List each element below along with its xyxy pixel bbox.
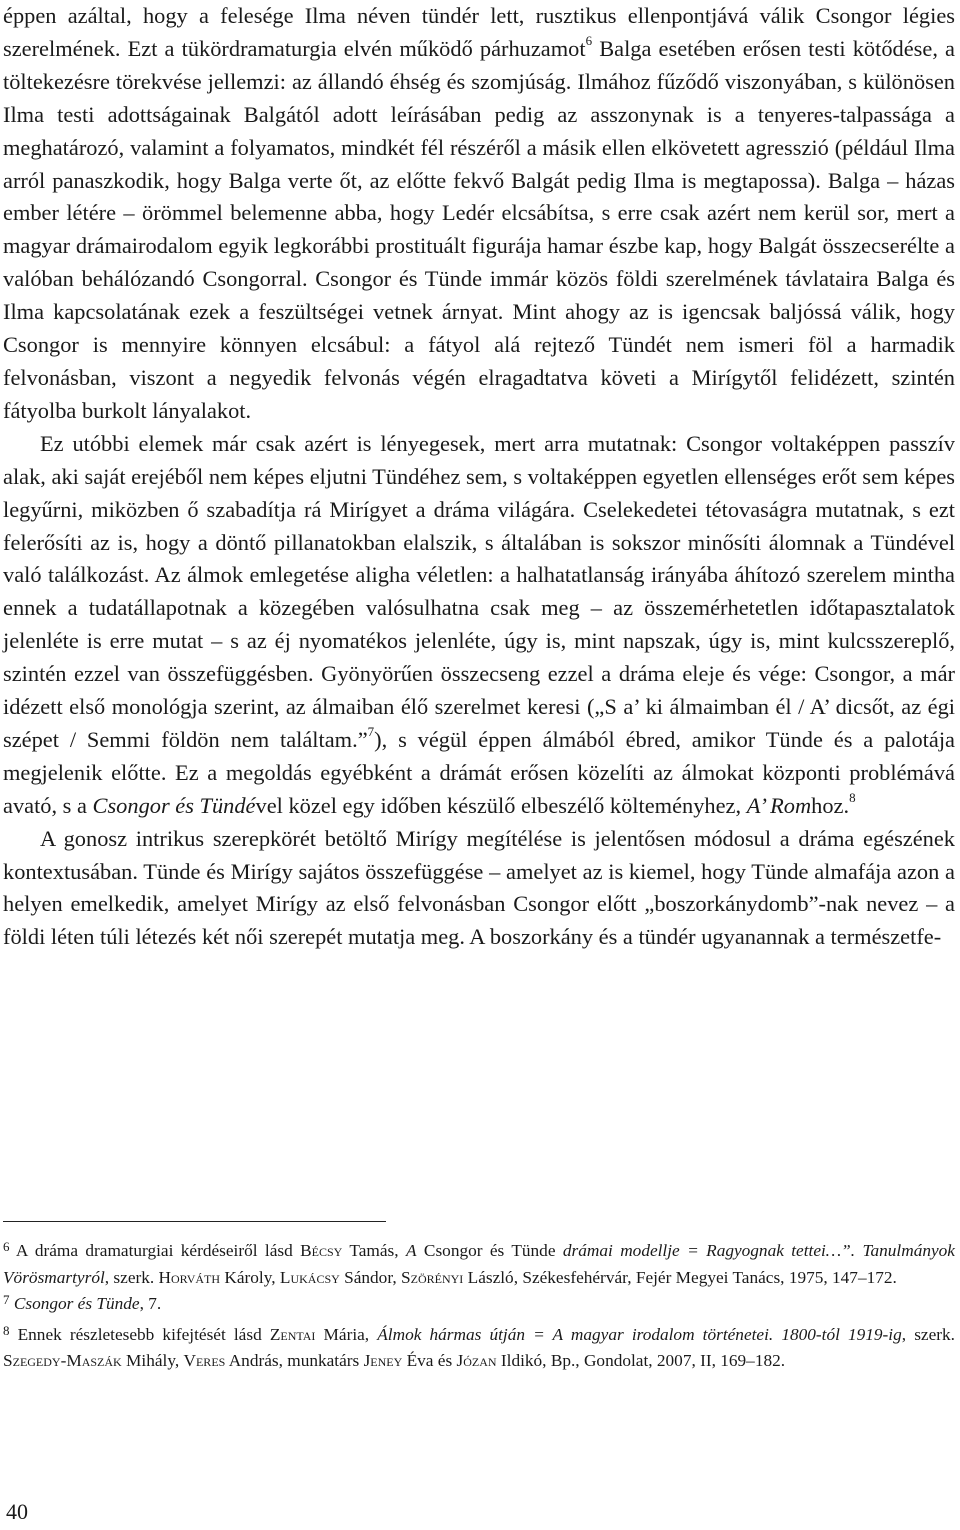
footnote-6-text: Tamás, [342,1241,406,1260]
paragraph-2-text-c: vel közel egy időben készülő elbeszélő költeményhez, [255,792,747,818]
footnote-8-text: András, munkatárs [225,1351,364,1370]
paragraph-2-text-b: ), s végül éppen álmából ébred, amikor Tünde és a palotája megjelenik előtte. Ez a megoldás egyébként a drámát erősen közelíti az álmokat központi problémává avató, s a [3,726,955,818]
footnote-6-text: Károly, [220,1267,280,1287]
italic-title-csongor: Csongor és Tündé [92,792,256,818]
footnote-8-text: , szerk. [901,1324,955,1344]
page [3,0,955,954]
author-becsy: Bécsy [300,1241,343,1260]
footnote-6-text: Csongor és Tünde [416,1241,563,1260]
footnote-6-text: , szerk. [104,1267,159,1287]
author-jeney: Jeney [363,1351,403,1370]
footnote-6 [3,1238,955,1291]
footnote-ref-7[interactable]: 7 [367,723,375,739]
footnote-ref-8[interactable]: 8 [849,789,856,805]
paragraph-1-text-a: éppen azáltal, hogy a felesége Ilma néven tündér lett, rusztikus ellenpontjává válik Csongor légies szerelmének. Ezt a tükördramaturgia elvén működő párhuzamot [3,3,955,61]
paragraph-1 [3,0,955,428]
author-veres: Veres [183,1351,226,1370]
author-szorenyi: Szörényi [401,1267,464,1287]
footnote-ref-6[interactable]: 6 [585,32,593,48]
footnote-6-text: László, Székesfehérvár, Fejér Megyei Tanács, 1975, 147–172. [463,1267,897,1287]
paragraph-3: A gonosz intrikus szerepkörét betöltő Mirígy megítélése is jelentősen módosul a dráma egészének kontextusában. Tünde és Mirígy sajátos összefüggése – amelyet az is kiemel, hogy Tünde almafája azon a helyen emelkedik, amelyet Mirígy az első felvonásban Csongor előtt „boszorkánydomb”-nak nevez – a földi léten túli létezés két női szerepét mutatja meg. A boszorkány és a tündér ugyanannak a természetfe- [3,825,955,950]
footnote-8-number: 8 [3,1322,10,1338]
footnote-7-text: , 7. [139,1294,162,1313]
footnote-6-text: A dráma dramaturgiai kérdéseiről lásd [9,1241,301,1260]
author-szegedy-maszak: Szegedy-Maszák [3,1351,122,1370]
page-number: 40 [6,1499,28,1524]
footnote-6-text: Sándor, [339,1267,402,1287]
footnote-8 [3,1322,955,1375]
author-horvath: Horváth [158,1267,221,1287]
footnote-8-text: Éva és [402,1351,457,1370]
italic-title-rom: A’ Rom [746,792,812,818]
author-zentai: Zentai [269,1324,316,1344]
footnote-7-number: 7 [3,1292,10,1307]
footnote-6-italic: A [405,1241,417,1260]
footnote-8-text: Mária, [315,1324,378,1344]
footnote-6-italic-title: drámai modellje = Ragyognak tettei…”. Tanulmányok Vörösmartyról [3,1241,955,1287]
author-lukacsy: Lukácsy [279,1267,340,1287]
footnote-8-text: Ildikó, Bp., Gondolat, 2007, II, 169–182. [496,1351,786,1370]
paragraph-2-text-d: hoz. [811,792,850,818]
paragraph-1-text-b: Balga esetében erősen testi kötődése, a töltekezésre törekvése jellemzi: az állandó éhség és szomjúság. Ilmához fűződő viszonyában, s különösen Ilma testi adottságainak Balgától adott leírásában pedig az asszonynak is a tenyeres-talpassága a meghatározó, valamint a folyamatos, mindkét fél részéről a másik ellen elkövetett agresszió (például Ilma arról panaszkodik, hogy Balga verte őt, az előtte fekvő Balgát pedig Ilma is megtapossa). Balga – házas ember létére – örömmel belemenne abba, hogy Ledér elcsábítsa, s erre csak azért nem kerül sor, mert a magyar drámairodalom egyik legkorábbi prostituált figurája hamar észbe kap, hogy Balgát összecserélte a valóban behálózandó Csongorral. Csongor és Tünde immár közös földi szerelmének távlataira Balga és Ilma kapcsolatának ezek a feszültségei vetnek árnyat. Mint ahogy az is igencsak baljóssá válik, hogy Csongor is mennyire könnyen elcsábul: a fátyol alá rejtező Tündét nem ismeri föl a harmadik felvonásban, viszont a negyedik felvonás végén elragadtatva követi a Mirígytől felidézett, szintén fátyolba burkolt lányalakot. [3,35,955,423]
footnote-7 [3,1291,955,1318]
footnote-6-number: 6 [3,1239,10,1254]
footnotes [3,1238,955,1375]
footnote-8-text: Mihály, [121,1351,184,1370]
paragraph-2 [3,428,955,823]
footnote-8-italic-title: Álmok hármas útján = A magyar irodalom történetei. 1800-tól 1919-ig [377,1324,902,1344]
footnote-separator [3,1221,386,1222]
body-text [3,0,955,954]
author-jozan: Józan [456,1351,497,1370]
paragraph-2-text-a: Ez utóbbi elemek már csak azért is lényegesek, mert arra mutatnak: Csongor voltaképpen passzív alak, aki saját erejéből nem képes eljutni Tündéhez sem, s voltaképpen egyetlen ellenséges erőt sem képes legyűrni, miközben ő szabadítja rá Mirígyet a dráma világára. Cselekedetei tétovaságra mutatnak, s ezt felerősíti az is, hogy a döntő pillanatokban elalszik, s általában is sokszor minősíti álomnak a Tündével való találkozást. Az álmok emlegetése aligha véletlen: a halhatatlanság irányába áhítozó szerelem mintha ennek a tudatállapotnak a közegében valósulhatna csak meg – az összemérhetetlen időtapasztalatok jelenléte is erre mutat – s az éj nyomatékos jelenléte, úgy is, mint napszak, úgy is, mint kulcsszereplő, szintén ezzel van összefüggésben. Gyönyörűen összecseng ezzel a dráma eleje és vége: Csongor, a már idézett első monológja szerint, az álmaiban élő szerelmet keresi („S a’ ki álmaimban él / A’ dicsőt, az égi szépet / Semmi földön nem találtam.” [3,430,955,752]
footnote-7-italic-title: Csongor és Tünde [9,1294,140,1313]
footnote-8-text: Ennek részletesebb kifejtését lásd [9,1324,270,1344]
